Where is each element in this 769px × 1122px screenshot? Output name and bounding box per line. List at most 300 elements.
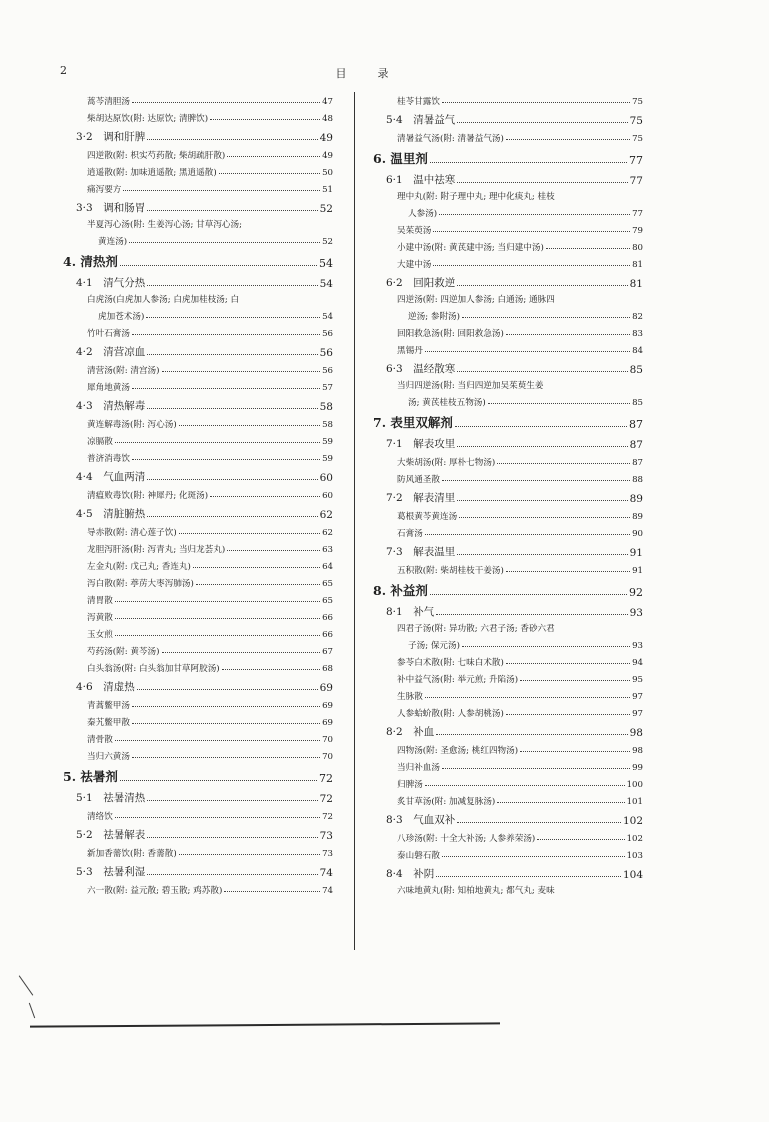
toc-item-row[interactable]	[373, 187, 643, 202]
dot-leader	[455, 426, 627, 427]
toc-section-row[interactable]	[63, 822, 333, 842]
column-divider	[354, 92, 355, 950]
toc-entry-title: 当归补血汤	[397, 763, 440, 773]
toc-entry-title: 五积散(附: 柴胡桂枝干姜汤)	[397, 566, 504, 576]
toc-entry-title: 玉女煎	[87, 630, 113, 640]
toc-entry-title: 清骨散	[87, 735, 113, 745]
toc-item-row[interactable]	[63, 376, 333, 393]
toc-page-number: 87	[629, 418, 643, 431]
dot-leader	[457, 182, 627, 183]
toc-entry-title: 泻黄散	[87, 613, 113, 623]
toc-page-number: 97	[632, 709, 643, 719]
toc-page-number: 92	[629, 586, 643, 599]
title-char: 录	[377, 67, 389, 80]
toc-page-number: 91	[629, 547, 643, 559]
toc-page-number: 56	[319, 347, 333, 359]
dot-leader	[115, 442, 320, 443]
toc-section-row[interactable]	[373, 107, 643, 127]
toc-entry-title: 竹叶石膏汤	[87, 329, 130, 339]
dot-leader	[210, 119, 320, 120]
dot-leader	[210, 496, 320, 497]
toc-item-row[interactable]	[373, 305, 643, 322]
toc-page-number: 84	[632, 346, 643, 356]
toc-page-number: 79	[632, 226, 643, 236]
toc-entry-title: 逆汤; 参附汤)	[408, 312, 460, 322]
toc-entry-title: 虎加苍术汤)	[98, 312, 145, 322]
toc-page-number: 89	[632, 512, 643, 522]
toc-chapter-row[interactable]	[373, 408, 643, 431]
dot-leader	[457, 446, 627, 447]
toc-entry-title: 6·3 温经散寒	[386, 363, 456, 375]
toc-section-row[interactable]	[63, 124, 333, 144]
toc-section-row[interactable]	[63, 339, 333, 359]
dot-leader	[219, 173, 320, 174]
toc-entry-title: 黄连解毒汤(附: 泻心汤)	[87, 420, 177, 430]
toc-page-number: 62	[322, 528, 333, 538]
dot-leader	[439, 214, 630, 215]
toc-item-row[interactable]	[63, 572, 333, 589]
dot-leader	[115, 601, 320, 602]
dot-leader	[425, 697, 630, 698]
toc-entry-title: 5·3 祛暑利湿	[76, 866, 146, 878]
toc-item-row[interactable]	[373, 505, 643, 522]
toc-entry-title: 大建中汤	[397, 260, 432, 270]
toc-page-number: 73	[319, 830, 333, 842]
dot-leader	[132, 723, 320, 724]
toc-section-row[interactable]	[63, 501, 333, 521]
toc-page-number: 66	[322, 613, 333, 623]
toc-entry-title: 四物汤(附: 圣愈汤; 桃红四物汤)	[397, 746, 519, 756]
dot-leader	[506, 334, 630, 335]
toc-item-row[interactable]	[373, 651, 643, 668]
toc-item-row[interactable]	[63, 805, 333, 822]
toc-page-number: 62	[319, 509, 333, 521]
toc-page-number: 102	[622, 815, 643, 827]
toc-page-number: 81	[632, 260, 643, 270]
toc-entry-title: 葛根黄芩黄连汤	[397, 512, 458, 522]
toc-page-number: 87	[629, 439, 643, 451]
toc-section-row[interactable]	[373, 861, 643, 881]
toc-entry-title: 7. 表里双解剂	[373, 415, 453, 430]
toc-item-row[interactable]	[63, 107, 333, 124]
toc-page-number: 102	[626, 834, 643, 844]
toc-item-row[interactable]	[63, 359, 333, 376]
dot-leader	[132, 388, 320, 389]
dot-leader	[132, 334, 320, 335]
toc-page-number: 85	[632, 398, 643, 408]
toc-chapter-row[interactable]	[63, 762, 333, 785]
toc-page-number: 70	[322, 735, 333, 745]
toc-entry-title: 六味地黄丸(附: 知柏地黄丸; 都气丸; 麦味	[397, 886, 555, 896]
toc-entry-title: 4·5 清脏腑热	[76, 508, 146, 520]
toc-item-row[interactable]	[63, 290, 333, 305]
toc-chapter-row[interactable]	[373, 576, 643, 599]
toc-page-number: 47	[322, 97, 333, 107]
dot-leader	[520, 680, 630, 681]
toc-section-row[interactable]	[63, 270, 333, 290]
dot-leader	[224, 891, 320, 892]
toc-entry-title: 黄连汤)	[98, 237, 128, 247]
dot-leader	[442, 768, 630, 769]
toc-section-row[interactable]	[63, 393, 333, 413]
dot-leader	[436, 876, 621, 877]
dot-leader	[457, 500, 627, 501]
dot-leader	[459, 517, 630, 518]
toc-page-number: 104	[622, 869, 643, 881]
toc-section-row[interactable]	[373, 807, 643, 827]
toc-item-row[interactable]	[373, 236, 643, 253]
dot-leader	[147, 354, 317, 355]
dot-leader	[457, 822, 621, 823]
dot-leader	[506, 714, 630, 715]
toc-entry-title: 清络饮	[87, 812, 113, 822]
toc-item-row[interactable]	[63, 230, 333, 247]
toc-page-number: 68	[322, 664, 333, 674]
toc-page-number: 93	[629, 607, 643, 619]
dot-leader	[222, 669, 320, 670]
toc-item-row[interactable]	[373, 634, 643, 651]
toc-item-row[interactable]	[63, 879, 333, 896]
dot-leader	[442, 102, 630, 103]
toc-item-row[interactable]	[373, 522, 643, 539]
toc-page-number: 67	[322, 647, 333, 657]
toc-item-row[interactable]	[373, 202, 643, 219]
toc-entry-title: 逍遥散(附: 加味逍遥散; 黑逍遥散)	[87, 168, 217, 178]
dot-leader	[162, 652, 321, 653]
toc-item-row[interactable]	[63, 623, 333, 640]
toc-item-row[interactable]	[63, 90, 333, 107]
toc-item-row[interactable]	[63, 521, 333, 538]
toc-item-row[interactable]	[63, 657, 333, 674]
toc-entry-title: 汤; 黄芪桂枝五物汤)	[408, 398, 486, 408]
toc-item-row[interactable]	[373, 559, 643, 576]
toc-page-number: 80	[632, 243, 643, 253]
toc-item-row[interactable]	[63, 178, 333, 195]
toc-entry-title: 导赤散(附: 清心莲子饮)	[87, 528, 177, 538]
toc-item-row[interactable]	[63, 484, 333, 501]
toc-entry-title: 吴茱萸汤	[397, 226, 432, 236]
dot-leader	[132, 102, 320, 103]
toc-page-number: 54	[319, 278, 333, 290]
dot-leader	[120, 265, 317, 266]
toc-item-row[interactable]	[63, 538, 333, 555]
toc-entry-title: 龙胆泻肝汤(附: 泻青丸; 当归龙荟丸)	[87, 545, 226, 555]
toc-item-row[interactable]	[373, 90, 643, 107]
toc-item-row[interactable]	[373, 619, 643, 634]
toc-item-row[interactable]	[63, 430, 333, 447]
toc-entry-title: 4·1 清气分热	[76, 277, 146, 289]
dot-leader	[147, 516, 317, 517]
toc-page-number: 50	[322, 168, 333, 178]
toc-page-number: 75	[632, 97, 643, 107]
toc-section-row[interactable]	[63, 785, 333, 805]
dot-leader	[147, 837, 317, 838]
toc-item-row[interactable]	[63, 447, 333, 464]
toc-page-number: 66	[322, 630, 333, 640]
scan-mark	[29, 1003, 35, 1018]
dot-leader	[115, 635, 320, 636]
toc-entry-title: 大柴胡汤(附: 厚朴七物汤)	[397, 458, 496, 468]
dot-leader	[147, 139, 317, 140]
dot-leader	[132, 706, 320, 707]
toc-page-number: 77	[629, 175, 643, 187]
dot-leader	[425, 534, 630, 535]
toc-item-row[interactable]	[373, 668, 643, 685]
toc-entry-title: 石膏汤	[397, 529, 423, 539]
dot-leader	[147, 479, 317, 480]
toc-entry-title: 八珍汤(附: 十全大补汤; 人参养荣汤)	[397, 834, 536, 844]
dot-leader	[196, 584, 320, 585]
toc-page-number: 72	[322, 812, 333, 822]
toc-entry-title: 防风通圣散	[397, 475, 440, 485]
toc-item-row[interactable]	[373, 290, 643, 305]
toc-page-number: 56	[322, 366, 333, 376]
toc-section-row[interactable]	[373, 270, 643, 290]
toc-page-number: 74	[319, 867, 333, 879]
toc-entry-title: 半夏泻心汤(附: 生姜泻心汤; 甘草泻心汤;	[87, 220, 243, 230]
toc-page-number: 85	[629, 364, 643, 376]
toc-page-number: 70	[322, 752, 333, 762]
toc-item-row[interactable]	[63, 555, 333, 572]
toc-page-number: 82	[632, 312, 643, 322]
dot-leader	[147, 408, 317, 409]
toc-entry-title: 5·2 祛暑解表	[76, 829, 146, 841]
page-title	[320, 65, 404, 81]
toc-item-row[interactable]	[373, 219, 643, 236]
toc-section-row[interactable]	[63, 195, 333, 215]
toc-entry-title: 7·1 解表攻里	[386, 438, 456, 450]
toc-section-row[interactable]	[373, 599, 643, 619]
toc-page-number: 58	[322, 420, 333, 430]
dot-leader	[497, 463, 630, 464]
toc-item-row[interactable]	[373, 127, 643, 144]
toc-entry-title: 理中丸(附: 附子理中丸; 理中化痰丸; 桂枝	[397, 192, 555, 202]
toc-page-number: 69	[322, 701, 333, 711]
dot-leader	[433, 231, 630, 232]
toc-entry-title: 生脉散	[397, 692, 423, 702]
toc-entry-title: 泻白散(附: 葶苈大枣泻肺汤)	[87, 579, 194, 589]
toc-entry-title: 4·3 清热解毒	[76, 400, 146, 412]
toc-entry-title: 凉膈散	[87, 437, 113, 447]
dot-leader	[457, 285, 627, 286]
toc-entry-title: 回阳救急汤(附: 回阳救急汤)	[397, 329, 504, 339]
dot-leader	[115, 817, 320, 818]
toc-section-row[interactable]	[373, 485, 643, 505]
toc-item-row[interactable]	[373, 756, 643, 773]
toc-section-row[interactable]	[63, 464, 333, 484]
toc-entry-title: 4·6 清虚热	[76, 681, 135, 693]
toc-entry-title: 人参汤)	[408, 209, 438, 219]
page-number: 2	[60, 64, 67, 77]
toc-section-row[interactable]	[63, 674, 333, 694]
toc-item-row[interactable]	[63, 711, 333, 728]
toc-entry-title: 桂苓甘露饮	[397, 97, 440, 107]
toc-page-number: 56	[322, 329, 333, 339]
toc-item-row[interactable]	[373, 881, 643, 896]
toc-page-number: 100	[626, 780, 643, 790]
dot-leader	[147, 874, 317, 875]
dot-leader	[132, 459, 320, 460]
dot-leader	[162, 371, 321, 372]
dot-leader	[520, 751, 630, 752]
toc-item-row[interactable]	[373, 376, 643, 391]
toc-item-row[interactable]	[63, 413, 333, 430]
toc-entry-title: 柴胡达原饮(附: 达原饮; 清脾饮)	[87, 114, 209, 124]
toc-section-row[interactable]	[373, 539, 643, 559]
toc-page-number: 99	[632, 763, 643, 773]
toc-item-row[interactable]	[63, 305, 333, 322]
toc-page-number: 103	[626, 851, 643, 861]
toc-page-number: 74	[322, 886, 333, 896]
toc-entry-title: 人参蛤蚧散(附: 人参胡桃汤)	[397, 709, 504, 719]
toc-section-row[interactable]	[373, 356, 643, 376]
toc-section-row[interactable]	[373, 167, 643, 187]
toc-item-row[interactable]	[63, 694, 333, 711]
toc-page-number: 75	[632, 134, 643, 144]
toc-item-row[interactable]	[373, 253, 643, 270]
toc-page-number: 65	[322, 579, 333, 589]
dot-leader	[227, 156, 320, 157]
toc-item-row[interactable]	[373, 468, 643, 485]
toc-page-number: 49	[319, 132, 333, 144]
dot-leader	[115, 618, 320, 619]
dot-leader	[132, 757, 320, 758]
dot-leader	[147, 210, 317, 211]
toc-item-row[interactable]	[373, 339, 643, 356]
toc-entry-title: 8. 补益剂	[373, 583, 428, 598]
toc-item-row[interactable]	[373, 773, 643, 790]
toc-page-number: 101	[626, 797, 643, 807]
toc-page-number: 52	[319, 203, 333, 215]
dot-leader	[123, 190, 320, 191]
toc-entry-title: 芍药汤(附: 黄芩汤)	[87, 647, 160, 657]
toc-page-number: 64	[322, 562, 333, 572]
title-char: 目	[335, 67, 347, 80]
dot-leader	[179, 533, 320, 534]
toc-item-row[interactable]	[373, 322, 643, 339]
toc-entry-title: 6·2 回阳救逆	[386, 277, 456, 289]
toc-item-row[interactable]	[63, 144, 333, 161]
toc-entry-title: 8·4 补阴	[386, 868, 435, 880]
dot-leader	[506, 139, 630, 140]
toc-page-number: 65	[322, 596, 333, 606]
toc-item-row[interactable]	[373, 844, 643, 861]
toc-page-number: 73	[322, 849, 333, 859]
toc-entry-title: 5. 祛暑剂	[63, 769, 118, 784]
toc-entry-title: 当归四逆汤(附: 当归四逆加吴茱萸生姜	[397, 381, 544, 391]
dot-leader	[436, 614, 627, 615]
toc-entry-title: 归脾汤	[397, 780, 423, 790]
toc-entry-title: 4·2 清营凉血	[76, 346, 146, 358]
toc-entry-title: 7·2 解表清里	[386, 492, 456, 504]
toc-item-row[interactable]	[373, 702, 643, 719]
dot-leader	[147, 285, 317, 286]
toc-entry-title: 3·3 调和肠胃	[76, 202, 146, 214]
toc-item-row[interactable]	[373, 685, 643, 702]
toc-page-number: 97	[632, 692, 643, 702]
toc-chapter-row[interactable]	[63, 247, 333, 270]
toc-entry-title: 黑锡丹	[397, 346, 423, 356]
toc-section-row[interactable]	[63, 859, 333, 879]
toc-item-row[interactable]	[63, 589, 333, 606]
dot-leader	[506, 571, 630, 572]
toc-entry-title: 当归六黄汤	[87, 752, 130, 762]
toc-section-row[interactable]	[373, 719, 643, 739]
toc-item-row[interactable]	[63, 161, 333, 178]
toc-page-number: 91	[632, 566, 643, 576]
toc-entry-title: 清营汤(附: 清宫汤)	[87, 366, 160, 376]
toc-entry-title: 蒿芩清胆汤	[87, 97, 130, 107]
toc-entry-title: 参苓白术散(附: 七味白术散)	[397, 658, 504, 668]
toc-page-number: 52	[322, 237, 333, 247]
toc-entry-title: 痛泻要方	[87, 185, 122, 195]
toc-page-number: 98	[629, 727, 643, 739]
toc-entry-title: 3·2 调和肝脾	[76, 131, 146, 143]
toc-item-row[interactable]	[373, 391, 643, 408]
dot-leader	[442, 856, 625, 857]
dot-leader	[115, 740, 320, 741]
toc-page-number: 59	[322, 437, 333, 447]
toc-entry-title: 4. 清热剂	[63, 254, 118, 269]
toc-page-number: 63	[322, 545, 333, 555]
toc-item-row[interactable]	[63, 745, 333, 762]
toc-item-row[interactable]	[63, 215, 333, 230]
toc-page-number: 77	[632, 209, 643, 219]
toc-entry-title: 6. 温里剂	[373, 151, 428, 166]
toc-page-number: 88	[632, 475, 643, 485]
toc-page-number: 60	[319, 472, 333, 484]
dot-leader	[147, 800, 317, 801]
toc-page-number: 95	[632, 675, 643, 685]
toc-page-number: 72	[319, 793, 333, 805]
toc-entry-title: 四逆散(附: 枳实芍药散; 柴胡疏肝散)	[87, 151, 226, 161]
toc-item-row[interactable]	[63, 606, 333, 623]
toc-item-row[interactable]	[63, 640, 333, 657]
toc-item-row[interactable]	[373, 790, 643, 807]
toc-left-column	[63, 90, 333, 896]
toc-entry-title: 清瘟败毒饮(附: 神犀丹; 化斑汤)	[87, 491, 209, 501]
toc-item-row[interactable]	[373, 451, 643, 468]
toc-entry-title: 8·1 补气	[386, 606, 435, 618]
toc-chapter-row[interactable]	[373, 144, 643, 167]
toc-entry-title: 普济消毒饮	[87, 454, 130, 464]
dot-leader	[457, 122, 627, 123]
dot-leader	[430, 162, 627, 163]
toc-item-row[interactable]	[373, 827, 643, 844]
toc-item-row[interactable]	[63, 842, 333, 859]
scan-edge-line	[30, 1022, 500, 1027]
toc-entry-title: 5·4 清暑益气	[386, 114, 456, 126]
dot-leader	[546, 248, 630, 249]
toc-section-row[interactable]	[373, 431, 643, 451]
dot-leader	[462, 317, 630, 318]
toc-page-number: 54	[322, 312, 333, 322]
dot-leader	[137, 689, 318, 690]
scan-mark	[19, 975, 34, 995]
toc-page-number: 69	[319, 682, 333, 694]
dot-leader	[488, 403, 630, 404]
toc-item-row[interactable]	[373, 739, 643, 756]
toc-item-row[interactable]	[63, 728, 333, 745]
toc-entry-title: 新加香薷饮(附: 香薷散)	[87, 849, 177, 859]
toc-page-number: 81	[629, 278, 643, 290]
toc-item-row[interactable]	[63, 322, 333, 339]
toc-page-number: 57	[322, 383, 333, 393]
dot-leader	[179, 854, 320, 855]
toc-entry-title: 4·4 气血两清	[76, 471, 146, 483]
toc-entry-title: 犀角地黄汤	[87, 383, 130, 393]
toc-page-number: 77	[629, 154, 643, 167]
